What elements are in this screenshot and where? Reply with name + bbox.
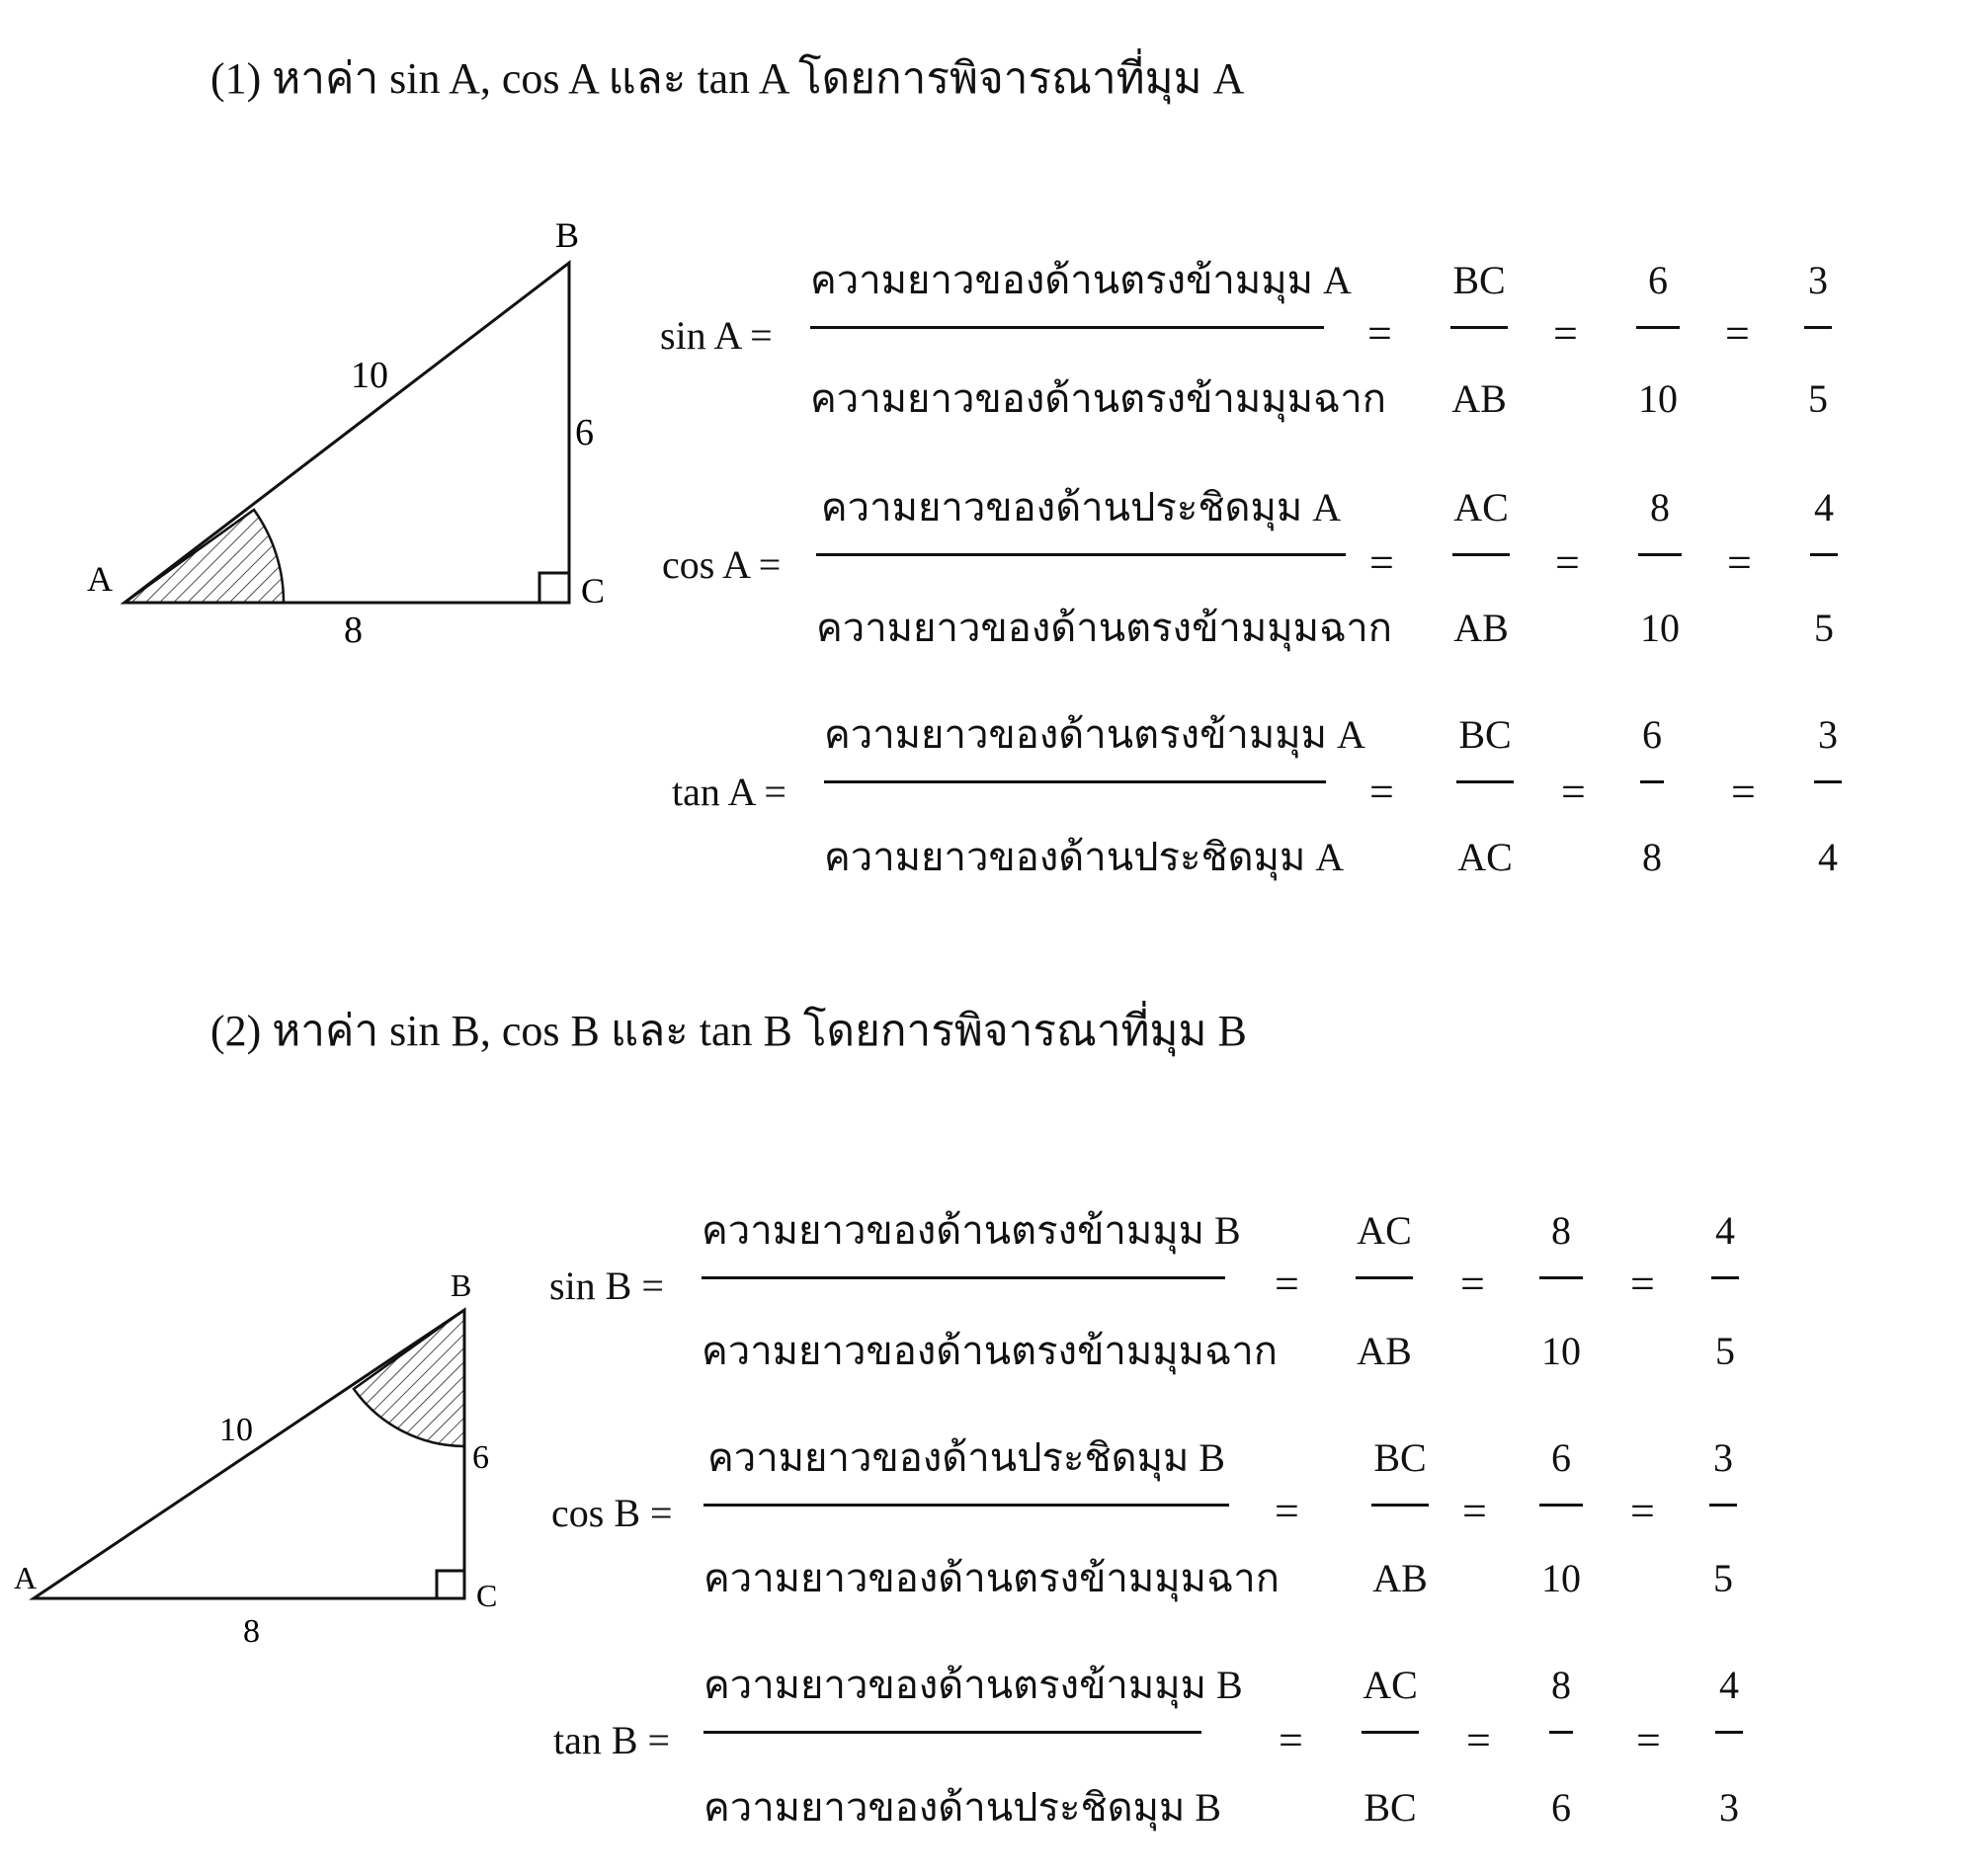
tan-b-text-fraction-bar (703, 1731, 1201, 1734)
angle-a-arc-shading (124, 510, 284, 603)
equals-sign: = (1636, 1716, 1661, 1764)
right-angle-marker (437, 1571, 464, 1598)
sin-b-result-fraction-bar (1711, 1276, 1739, 1279)
equals-sign: = (1561, 768, 1586, 816)
sin-a-text-denominator: ความยาวของด้านตรงข้ามมุมฉาก (810, 376, 1386, 421)
equals-sign: = (1367, 309, 1392, 358)
tan-b-side-denominator: BC (1364, 1785, 1417, 1830)
tan-a-result-fraction-bar (1814, 780, 1842, 783)
angle-b-arc-shading (354, 1310, 464, 1446)
part2-heading: (2) หาค่า sin B, cos B และ tan B โดยการพิจารณาที่มุม B (210, 1007, 1247, 1055)
cos-a-text-denominator: ความยาวของด้านตรงข้ามมุมฉาก (816, 606, 1392, 650)
tan-a-value-denominator: 8 (1642, 835, 1662, 879)
sin-a-side-denominator: AB (1451, 376, 1507, 421)
equals-sign: = (1279, 1716, 1303, 1764)
tan-b-result-denominator: 3 (1719, 1785, 1739, 1830)
tan-a-text-numerator: ความยาวของด้านตรงข้ามมุม A (824, 712, 1365, 757)
cos-a-side-fraction-bar (1452, 553, 1510, 556)
cos-a-value-denominator: 10 (1640, 606, 1680, 650)
cos-a-text-numerator: ความยาวของด้านประชิดมุม A (820, 485, 1342, 530)
tan-b-lhs: tan B = (553, 1718, 671, 1762)
sin-a-text-fraction-bar (810, 326, 1324, 329)
equals-sign: = (1731, 768, 1756, 816)
vertex-label-c: C (476, 1578, 498, 1613)
triangle-outline (34, 1310, 464, 1598)
sin-b-text-denominator: ความยาวของด้านตรงข้ามมุมฉาก (702, 1329, 1278, 1373)
cos-a-value-fraction-bar (1638, 553, 1682, 556)
equals-sign: = (1727, 538, 1752, 587)
tan-a-lhs: tan A = (672, 770, 786, 814)
sin-a-result-denominator: 5 (1808, 376, 1828, 421)
tan-a-result-numerator: 3 (1818, 712, 1838, 757)
equals-sign: = (1466, 1716, 1491, 1764)
tan-b-value-numerator: 8 (1551, 1663, 1571, 1707)
tan-b-text-denominator: ความยาวของด้านประชิดมุม B (703, 1785, 1221, 1830)
equals-sign: = (1553, 309, 1578, 358)
sin-a-result-fraction-bar (1804, 326, 1832, 329)
triangle-outline (124, 263, 569, 603)
sin-b-text-numerator: ความยาวของด้านตรงข้ามมุม B (702, 1208, 1241, 1253)
sin-a-value-fraction-bar (1636, 326, 1680, 329)
side-label-hypotenuse: 10 (219, 1412, 253, 1448)
equals-sign: = (1630, 1260, 1655, 1308)
vertex-label-a: A (87, 559, 113, 599)
tan-a-text-denominator: ความยาวของด้านประชิดมุม A (824, 835, 1345, 879)
equals-sign: = (1462, 1487, 1487, 1535)
cos-b-value-numerator: 6 (1551, 1435, 1571, 1480)
cos-a-value-numerator: 8 (1650, 485, 1670, 530)
sin-a-side-numerator: BC (1452, 258, 1506, 302)
cos-b-text-denominator: ความยาวของด้านตรงข้ามมุมฉาก (703, 1556, 1280, 1600)
cos-b-side-numerator: BC (1373, 1435, 1427, 1480)
vertex-label-b: B (555, 215, 580, 255)
tan-a-side-denominator: AC (1457, 835, 1513, 879)
tan-b-side-fraction-bar (1362, 1731, 1419, 1734)
equals-sign: = (1630, 1487, 1655, 1535)
equals-sign: = (1725, 309, 1750, 358)
tan-b-side-numerator: AC (1363, 1663, 1418, 1707)
cos-b-value-denominator: 10 (1541, 1556, 1581, 1600)
equals-sign: = (1369, 538, 1394, 587)
side-label-adjacent: 8 (243, 1613, 260, 1650)
part1-heading: (1) หาค่า sin A, cos A และ tan A โดยการพิจารณาที่มุม A (210, 54, 1245, 103)
tan-a-side-fraction-bar (1456, 780, 1514, 783)
sin-a-value-numerator: 6 (1648, 258, 1668, 302)
cos-a-result-denominator: 5 (1814, 606, 1834, 650)
cos-a-lhs: cos A = (662, 542, 782, 587)
sin-a-result-numerator: 3 (1808, 258, 1828, 302)
cos-a-result-numerator: 4 (1814, 485, 1834, 530)
tan-b-value-denominator: 6 (1551, 1785, 1571, 1830)
sin-b-side-numerator: AC (1357, 1208, 1412, 1253)
sin-b-text-fraction-bar (702, 1276, 1225, 1279)
cos-a-side-denominator: AB (1453, 606, 1509, 650)
cos-a-result-fraction-bar (1810, 553, 1838, 556)
cos-b-value-fraction-bar (1539, 1504, 1583, 1507)
tan-a-text-fraction-bar (824, 780, 1326, 783)
equals-sign: = (1555, 538, 1580, 587)
sin-b-side-fraction-bar (1356, 1276, 1413, 1279)
tan-a-result-denominator: 4 (1818, 835, 1838, 879)
equals-sign: = (1275, 1487, 1299, 1535)
sin-b-value-fraction-bar (1539, 1276, 1583, 1279)
equals-sign: = (1460, 1260, 1485, 1308)
cos-b-text-fraction-bar (703, 1504, 1229, 1507)
tan-a-value-fraction-bar (1640, 780, 1664, 783)
tan-a-value-numerator: 6 (1642, 712, 1662, 757)
equals-sign: = (1369, 768, 1394, 816)
cos-b-result-fraction-bar (1709, 1504, 1737, 1507)
sin-b-result-denominator: 5 (1715, 1329, 1735, 1373)
vertex-label-c: C (581, 571, 606, 611)
sin-b-value-numerator: 8 (1551, 1208, 1571, 1253)
cos-a-side-numerator: AC (1453, 485, 1509, 530)
sin-b-value-denominator: 10 (1541, 1329, 1581, 1373)
triangle-b-diagram (10, 1257, 543, 1652)
vertex-label-b: B (451, 1267, 472, 1303)
cos-b-result-denominator: 5 (1713, 1556, 1733, 1600)
tan-a-side-numerator: BC (1458, 712, 1512, 757)
side-label-opposite: 6 (575, 412, 594, 453)
triangle-a-diagram (79, 207, 711, 651)
cos-b-result-numerator: 3 (1713, 1435, 1733, 1480)
sin-a-text-numerator: ความยาวของด้านตรงข้ามมุม A (810, 258, 1352, 302)
side-label-hypotenuse: 10 (351, 355, 388, 396)
sin-b-side-denominator: AB (1357, 1329, 1412, 1373)
sin-a-side-fraction-bar (1450, 326, 1508, 329)
tan-b-result-fraction-bar (1715, 1731, 1743, 1734)
tan-b-text-numerator: ความยาวของด้านตรงข้ามมุม B (703, 1663, 1243, 1707)
cos-b-text-numerator: ความยาวของด้านประชิดมุม B (707, 1435, 1225, 1480)
equals-sign: = (1275, 1260, 1299, 1308)
side-label-adjacent: 8 (344, 610, 363, 651)
sin-b-result-numerator: 4 (1715, 1208, 1735, 1253)
tan-b-value-fraction-bar (1549, 1731, 1573, 1734)
sin-b-lhs: sin B = (549, 1264, 664, 1308)
tan-b-result-numerator: 4 (1719, 1663, 1739, 1707)
cos-b-lhs: cos B = (551, 1491, 673, 1535)
sin-a-value-denominator: 10 (1638, 376, 1678, 421)
side-label-opposite: 6 (472, 1439, 489, 1476)
cos-b-side-denominator: AB (1372, 1556, 1428, 1600)
cos-a-text-fraction-bar (816, 553, 1346, 556)
vertex-label-a: A (14, 1560, 38, 1595)
cos-b-side-fraction-bar (1371, 1504, 1429, 1507)
right-angle-marker (539, 573, 569, 603)
sin-a-lhs: sin A = (660, 313, 773, 358)
